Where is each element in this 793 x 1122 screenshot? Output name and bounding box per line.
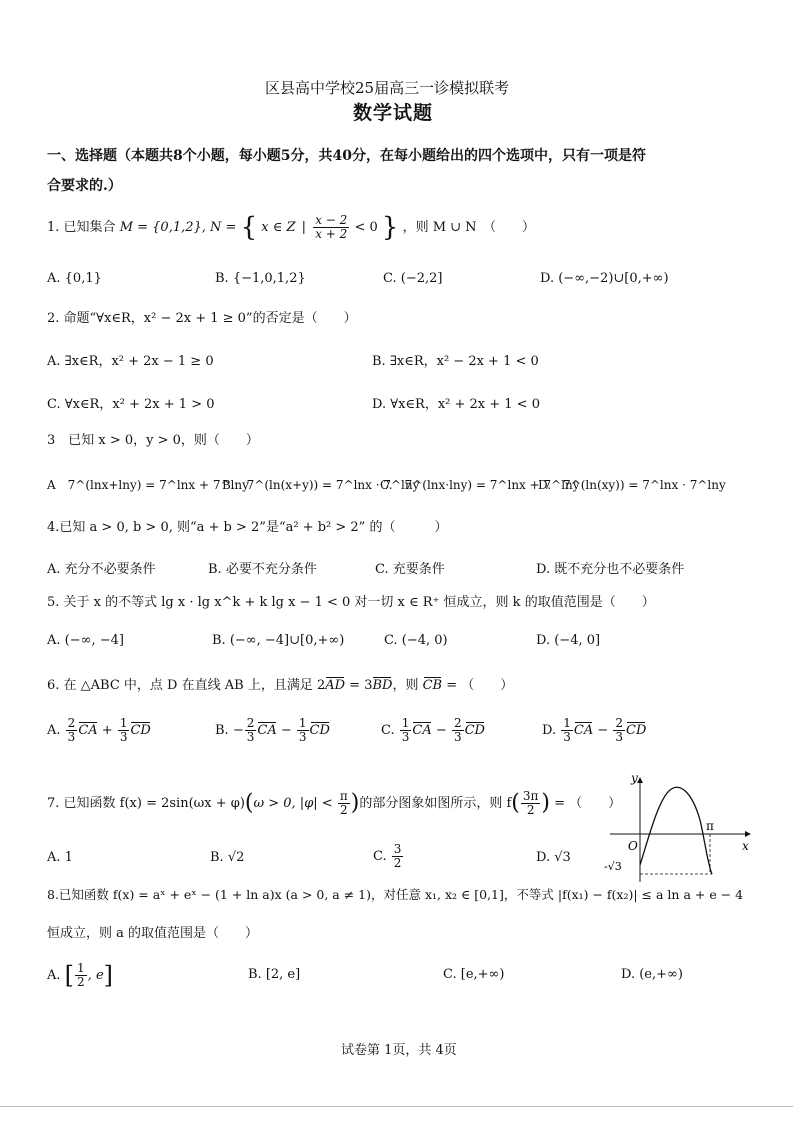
question-3-stem: 3 已知 x > 0，y > 0，则（ ） [47,433,259,448]
q6-d-c1-den: 3 [563,730,571,744]
q6-d-c2-num: 2 [615,716,624,730]
q7-cond-num: π [339,789,348,803]
q6-ask: = （ ） [442,678,514,693]
q6-a-c2-num: 1 [119,716,128,730]
q7-option-a: A. 1 [47,850,73,865]
q7-cond-den: 2 [339,803,348,817]
q2-option-d: D. ∀x∈R，x² + 2x + 1 < 0 [372,397,540,412]
q1-left-brace: { [240,212,258,243]
graph-neg-sqrt3-label: -√3 [604,860,622,873]
q1-option-b: B. {−1,0,1,2} [215,271,306,286]
q6-intro: 6. 在 △ABC 中，点 D 在直线 AB 上，且满足 2 [47,678,326,693]
q6-equals: = 3 [345,678,373,693]
q6-b-label: B. [215,723,229,738]
q8-option-b: B. [2, e] [248,967,301,982]
q6-d-v2: CD [626,723,647,738]
graph-pi-label: π [706,819,714,833]
q8-option-c: C. [e,+∞) [443,967,505,982]
q6-option-a [47,717,151,744]
q6-b-v2: CD [309,723,330,738]
q6-a-op: + [101,723,113,738]
q1-less-zero: < 0 [354,220,378,235]
subject-title: 数学试题 [353,102,434,124]
q1-set-N-cond: x ∈ Z [261,220,296,235]
q6-d-v1: CA [573,723,594,738]
q3-option-b: B. 7^(ln(x+y)) = 7^lnx · 7^lny [222,478,420,492]
q6-c-v2: CD [464,723,485,738]
q8-a-label: A. [47,968,61,983]
q7-intro: 7. 已知函数 f(x) = 2sin(ωx + φ) [47,796,245,811]
q5-option-b: B. (−∞, −4]∪[0,+∞) [212,633,345,648]
q1-fraction [313,214,349,241]
q3-option-a: A 7^(lnx+lny) = 7^lnx + 7^lny [47,478,249,492]
q6-then: ，则 [392,678,423,693]
question-2-stem: 2. 命题“∀x∈R，x² − 2x + 1 ≥ 0”的否定是（ ） [47,311,357,326]
q7-condition: ω > 0, |φ| < [253,796,333,811]
q1-option-d: D. (−∞,−2)∪[0,+∞) [540,271,669,286]
q4-option-b: B. 必要不充分条件 [208,562,317,577]
question-1-stem: 1. 已知集合 M = {0,1,2}, N = { x ∈ Z | $\frac{x - 2}{x + 2}$ < 0 } ，则 M ∪ N （ ） [47,212,536,243]
q6-c-v1: CA [412,723,432,738]
q3-option-d: D. 7^(ln(xy)) = 7^lnx · 7^lny [538,478,726,492]
q6-a-c2-den: 3 [119,730,128,744]
question-6-stem [47,678,513,694]
q6-d-label: D. [542,723,557,738]
q6-a-c1-num: 2 [67,716,76,730]
q7-ask: = （ ） [550,796,622,811]
q6-b-op: − [280,723,292,738]
q8-option-a: A. [ $\frac{1}{2}$ , e] [47,961,114,990]
q6-b-c2-den: 3 [298,730,307,744]
question-5-stem: 5. 关于 x 的不等式 lg x · lg x^k + k lg x − 1 < 0 对一切 x ∈ R⁺ 恒成立，则 k 的取值范围是（ ） [47,595,655,610]
q6-a-v1: CA [78,723,98,738]
q8-a-num: 1 [77,961,85,975]
q6-d-c1-num: 1 [563,716,571,730]
q7-middle: 的部分图象如图所示，则 f [359,796,512,811]
q6-vector-ad: AD [325,678,346,693]
q7-sine-graph [600,770,760,885]
q7-arg-num: 3π [522,789,539,803]
q4-option-d: D. 既不充分也不必要条件 [536,562,685,577]
q6-c-op: − [435,723,447,738]
q1-denominator: x + 2 [315,227,348,241]
q6-c-label: C. [381,723,395,738]
q6-b-c1-num: 2 [246,716,255,730]
q1-ask: ，则 M ∪ N （ ） [402,220,536,235]
q2-option-a: A. ∃x∈R，x² + 2x − 1 ≥ 0 [47,354,214,369]
q6-option-c [381,717,485,744]
q6-b-sign: − [232,723,244,738]
graph-y-label: y [631,771,638,785]
q6-a-label: A. [47,723,61,738]
q1-right-brace: } [381,212,399,243]
q6-c-c2-den: 3 [453,730,462,744]
q7-option-b: B. √2 [210,850,245,865]
exam-title: 区县高中学校25届高三一诊模拟联考 [265,79,510,97]
question-8-stem: 8.已知函数 f(x) = aˣ + eˣ − (1 + ln a)x (a > 0, a ≠ 1)，对任意 x₁, x₂ ∈ [0,1]，不等式 |f(x₁) − f(x₂)| ≤ a ln a + e − 4 [47,887,744,902]
q6-b-v1: CA [257,723,277,738]
q7-option-d: D. √3 [536,850,571,865]
q6-d-c2-den: 3 [615,730,624,744]
question-4-stem: 4.已知 a > 0, b > 0, 则“a + b > 2”是“a² + b² > 2” 的（ ） [47,520,448,535]
q2-option-c: C. ∀x∈R，x² + 2x + 1 > 0 [47,397,215,412]
q7-arg-den: 2 [526,803,535,817]
page-bottom-rule [0,1106,793,1107]
q6-a-c1-den: 3 [67,730,76,744]
page-footer: 试卷第 1页，共 4页 [341,1043,457,1058]
q7-c-label: C. [373,849,387,864]
question-7-stem: 7. 已知函数 f(x) = 2sin(ωx + φ)(ω > 0, |φ| < $\frac{\pi}{2}$ )的部分图象如图所示，则 f( $\frac{3\pi}{2}$ ) = （ ） [47,789,622,817]
q1-option-a: A. {0,1} [47,271,102,286]
q7-c-den: 2 [393,856,402,870]
graph-x-label: x [742,839,749,853]
q6-vector-bd: BD [372,678,393,693]
question-8-stem-cont: 恒成立，则 a 的取值范围是（ ） [47,926,259,941]
graph-origin-label: O [628,839,638,853]
q5-option-d: D. (−4, 0] [536,633,601,648]
q6-b-c1-den: 3 [246,730,255,744]
q8-a-e: , e [87,968,104,983]
section-heading-line2: 合要求的.） [47,178,122,194]
q6-option-d [542,717,646,744]
q1-set-M: M = {0,1,2}, N = [119,220,241,235]
section-heading-line1: 一、选择题（本题共8个小题，每小题5分，共40分，在每小题给出的四个选项中，只有一项是符 [47,148,646,164]
q7-option-c [373,843,404,870]
q6-b-c2-num: 1 [298,716,307,730]
q6-c-c1-num: 1 [401,716,410,730]
q6-c-c2-num: 2 [453,716,462,730]
q5-option-a: A. (−∞, −4] [47,633,124,648]
q6-c-c1-den: 3 [401,730,410,744]
q8-option-d: D. (e,+∞) [621,967,683,982]
q1-intro: 1. 已知集合 [47,220,116,235]
q6-vector-cb: CB [422,678,443,693]
q4-option-a: A. 充分不必要条件 [47,562,156,577]
q4-option-c: C. 充要条件 [375,562,445,577]
q6-option-b [215,717,330,744]
q3-option-c: C. 7^(lnx·lny) = 7^lnx + 7^lny [380,478,580,492]
q7-c-num: 3 [393,842,402,856]
q2-option-b: B. ∃x∈R，x² − 2x + 1 < 0 [372,354,539,369]
q1-option-c: C. (−2,2] [383,271,443,286]
sine-curve [640,787,712,874]
q6-a-v2: CD [130,723,151,738]
q5-option-c: C. (−4, 0) [384,633,448,648]
q1-numerator: x − 2 [315,213,348,227]
q6-d-op: − [597,723,609,738]
q8-a-den: 2 [77,975,85,989]
